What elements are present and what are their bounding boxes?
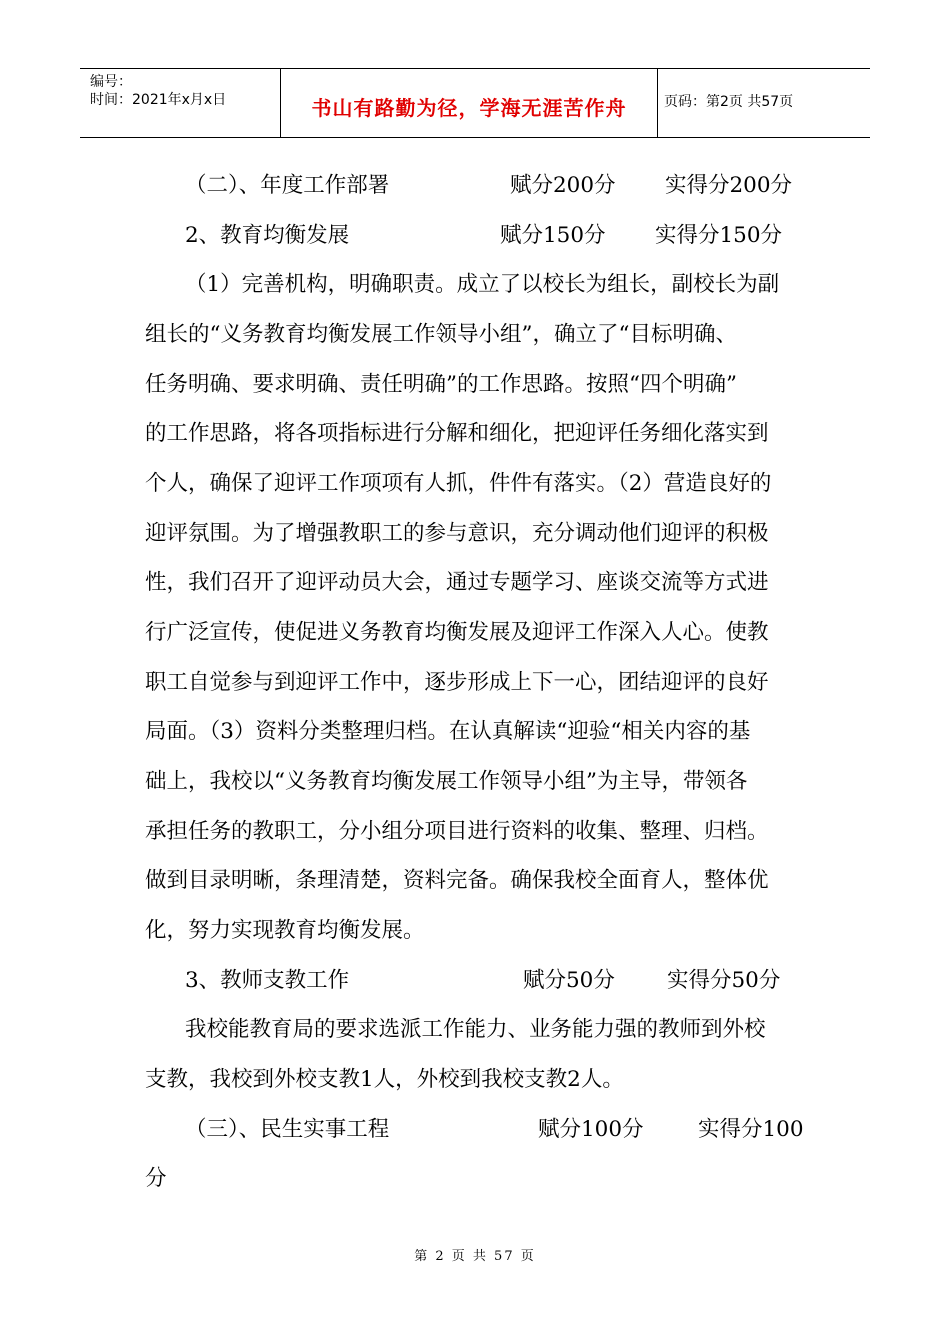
- header-page-cell: [658, 69, 870, 137]
- heading-text: （三）、民生实事工程: [185, 1117, 390, 1142]
- paragraph-line: 承担任务的教职工，分小组分项目进行资料的收集、整理、归档。: [145, 819, 769, 844]
- paragraph-line: 迎评氛围。为了增强教职工的参与意识，充分调动他们迎评的积极: [145, 521, 769, 546]
- paragraph-line: 支教，我校到外校支教1人，外校到我校支教2人。: [145, 1067, 624, 1092]
- paragraph-line: 分: [145, 1166, 167, 1191]
- paragraph-line: 局面。（3）资料分类整理归档。在认真解读“迎验“相关内容的基: [145, 719, 751, 744]
- section-heading: [185, 166, 793, 206]
- paragraph-line: 础上，我校以“义务教育均衡发展工作领导小组”为主导，带领各: [145, 769, 748, 794]
- header-info-cell: [80, 69, 281, 137]
- score-actual: 实得分200分: [665, 173, 793, 198]
- paragraph-line: （1）完善机构，明确职责。成立了以校长为组长，副校长为副: [185, 272, 780, 297]
- paragraph-line: 的工作思路，将各项指标进行分解和细化，把迎评任务细化落实到: [145, 421, 769, 446]
- header-page-label: 页码：第2页 共57页: [664, 94, 794, 110]
- paragraph-line: 我校能教育局的要求选派工作能力、业务能力强的教师到外校: [185, 1017, 766, 1042]
- paragraph-line: 行广泛宣传，使促进义务教育均衡发展及迎评工作深入人心。使教: [145, 620, 769, 645]
- section-heading: [185, 961, 781, 1001]
- paragraph-line: 个人，确保了迎评工作项项有人抓，件件有落实。（2）营造良好的: [145, 471, 772, 496]
- score-assigned: 赋分100分: [538, 1117, 644, 1142]
- document-date-label: 时间：2021年x月x日: [90, 92, 227, 108]
- section-heading: [185, 216, 783, 256]
- paragraph-line: 化，努力实现教育均衡发展。: [145, 918, 425, 943]
- header-motto: 书山有路勤为径，学海无涯苦作舟: [311, 96, 627, 120]
- paragraph-line: 任务明确、要求明确、责任明确”的工作思路。按照“四个明确”: [145, 372, 737, 397]
- header-motto-cell: [281, 69, 658, 137]
- page-footer: 第 2 页 共 57 页: [414, 1249, 536, 1264]
- paragraph-line: 组长的“义务教育均衡发展工作领导小组”，确立了“目标明确、: [145, 322, 737, 347]
- document-header: [80, 68, 870, 138]
- paragraph-line: 做到目录明晰，条理清楚，资料完备。确保我校全面育人，整体优: [145, 868, 769, 893]
- document-number-label: 编号：: [90, 74, 132, 90]
- section-heading: [185, 1110, 804, 1150]
- heading-text: 2、教育均衡发展: [185, 223, 350, 248]
- score-assigned: 赋分200分: [510, 173, 616, 198]
- score-assigned: 赋分150分: [500, 223, 606, 248]
- heading-text: 3、教师支教工作: [185, 968, 350, 993]
- heading-text: （二）、年度工作部署: [185, 173, 390, 198]
- paragraph-line: 职工自觉参与到迎评工作中，逐步形成上下一心，团结迎评的良好: [145, 670, 769, 695]
- score-assigned: 赋分50分: [523, 968, 615, 993]
- score-actual: 实得分150分: [655, 223, 783, 248]
- score-actual: 实得分100: [698, 1117, 804, 1142]
- score-actual: 实得分50分: [667, 968, 781, 993]
- paragraph-line: 性，我们召开了迎评动员大会，通过专题学习、座谈交流等方式进: [145, 570, 769, 595]
